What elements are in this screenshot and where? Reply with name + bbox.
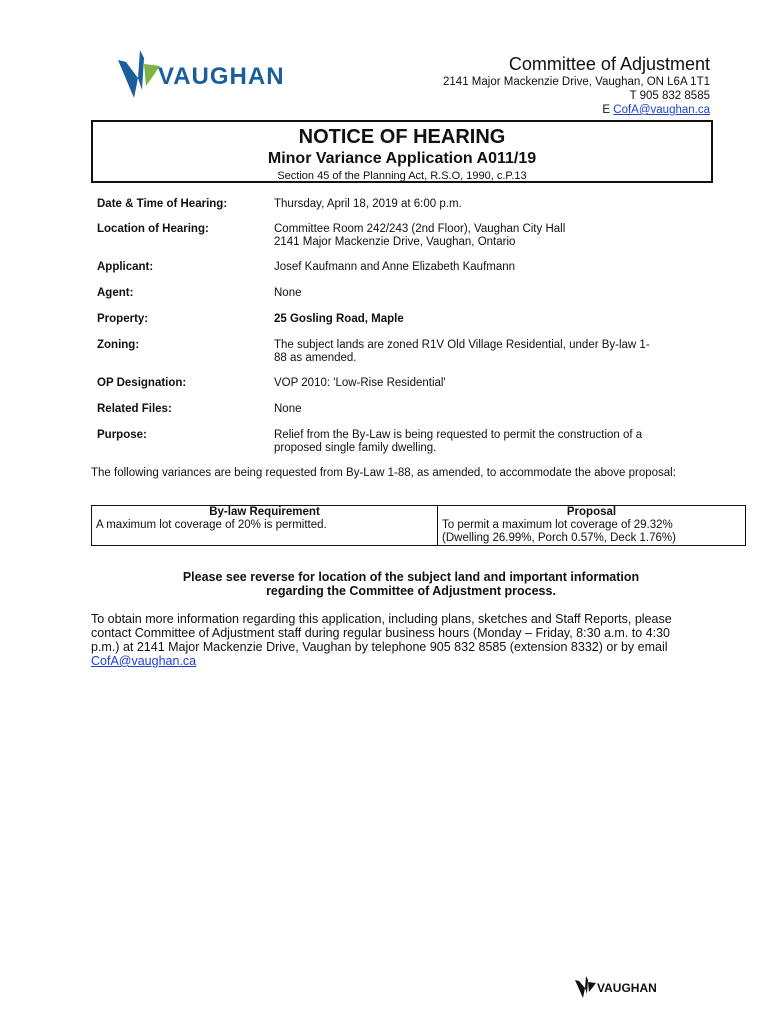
department-contact-block	[443, 54, 710, 117]
detail-label: Property:	[97, 313, 149, 325]
department-name: Committee of Adjustment	[508, 54, 710, 74]
detail-label: Location of Hearing:	[97, 223, 209, 235]
detail-label: Purpose:	[97, 429, 147, 441]
contact-paragraph	[91, 612, 691, 668]
detail-label: Applicant:	[97, 261, 154, 273]
detail-value: Josef Kaufmann and Anne Elizabeth Kaufmann	[274, 261, 516, 273]
zoning-line-1: The subject lands are zoned R1V Old Village Residential, under By-law 1-	[274, 339, 650, 351]
contact-text: To obtain more information regarding this application, including plans, sketches and Staff Reports, please contact Committee of Adjustment staff during regular business hours (Monday – Friday, 8:30 a.m. to 4:30 p.m.) at 2141 Major Mackenzie Drive, Vaughan by telephone 905 832 8585 (extension 8332) or by email	[91, 612, 672, 654]
table-row	[92, 519, 746, 546]
footer-logo	[575, 976, 685, 1000]
detail-label: Agent:	[97, 287, 134, 299]
reverse-note	[91, 570, 731, 598]
zoning-line-2: 88 as amended.	[274, 352, 357, 364]
department-address: 2141 Major Mackenzie Drive, Vaughan, ON L6A 1T1	[443, 76, 710, 88]
column-header: By-law Requirement	[92, 506, 438, 520]
location-line-1: Committee Room 242/243 (2nd Floor), Vaughan City Hall	[274, 223, 566, 235]
detail-value	[274, 429, 724, 455]
detail-value	[274, 223, 724, 249]
email-prefix: E	[602, 104, 614, 116]
variance-table-header	[92, 506, 746, 520]
table-cell	[438, 519, 746, 546]
detail-label: Related Files:	[97, 403, 172, 415]
vaughan-leaf-icon	[118, 50, 162, 102]
notice-title-box	[91, 120, 713, 183]
notice-title: NOTICE OF HEARING	[298, 126, 506, 148]
reverse-note-line-2: regarding the Committee of Adjustment process.	[266, 584, 556, 598]
detail-value: VOP 2010: 'Low-Rise Residential'	[274, 377, 446, 389]
application-number: Minor Variance Application A011/19	[267, 150, 537, 167]
variance-table	[91, 505, 746, 546]
detail-value: Thursday, April 18, 2019 at 6:00 p.m.	[274, 198, 462, 210]
detail-value: 25 Gosling Road, Maple	[274, 313, 404, 325]
proposal-line-1: To permit a maximum lot coverage of 29.32%	[442, 519, 673, 531]
footer-wordmark: VAUGHAN	[597, 981, 657, 995]
detail-value: None	[274, 403, 302, 415]
column-header: Proposal	[438, 506, 746, 520]
detail-label: OP Designation:	[97, 377, 187, 389]
reverse-note-line-1: Please see reverse for location of the subject land and important information	[182, 570, 640, 584]
detail-value	[274, 339, 724, 365]
legislation-reference: Section 45 of the Planning Act, R.S.O, 1990, c.P.13	[277, 170, 527, 182]
variance-intro: The following variances are being requested from By-Law 1-88, as amended, to accommodate the above proposal:	[91, 467, 676, 479]
detail-label: Zoning:	[97, 339, 140, 351]
proposal-line-2: (Dwelling 26.99%, Porch 0.57%, Deck 1.76%)	[442, 532, 676, 544]
location-line-2: 2141 Major Mackenzie Drive, Vaughan, Ontario	[274, 236, 516, 248]
purpose-line-1: Relief from the By-Law is being requested to permit the construction of a	[274, 429, 643, 441]
vaughan-logo	[118, 50, 318, 102]
header-email-link[interactable]: CofA@vaughan.ca	[613, 104, 710, 116]
purpose-line-2: proposed single family dwelling.	[274, 442, 437, 454]
table-cell: A maximum lot coverage of 20% is permitted.	[92, 519, 438, 546]
department-email-line	[443, 103, 710, 117]
detail-label: Date & Time of Hearing:	[97, 198, 228, 210]
footer-leaf-icon	[575, 976, 597, 1000]
department-phone: T 905 832 8585	[629, 90, 710, 102]
detail-value: None	[274, 287, 302, 299]
contact-email-link[interactable]: CofA@vaughan.ca	[91, 654, 197, 668]
logo-wordmark: VAUGHAN	[158, 63, 285, 90]
